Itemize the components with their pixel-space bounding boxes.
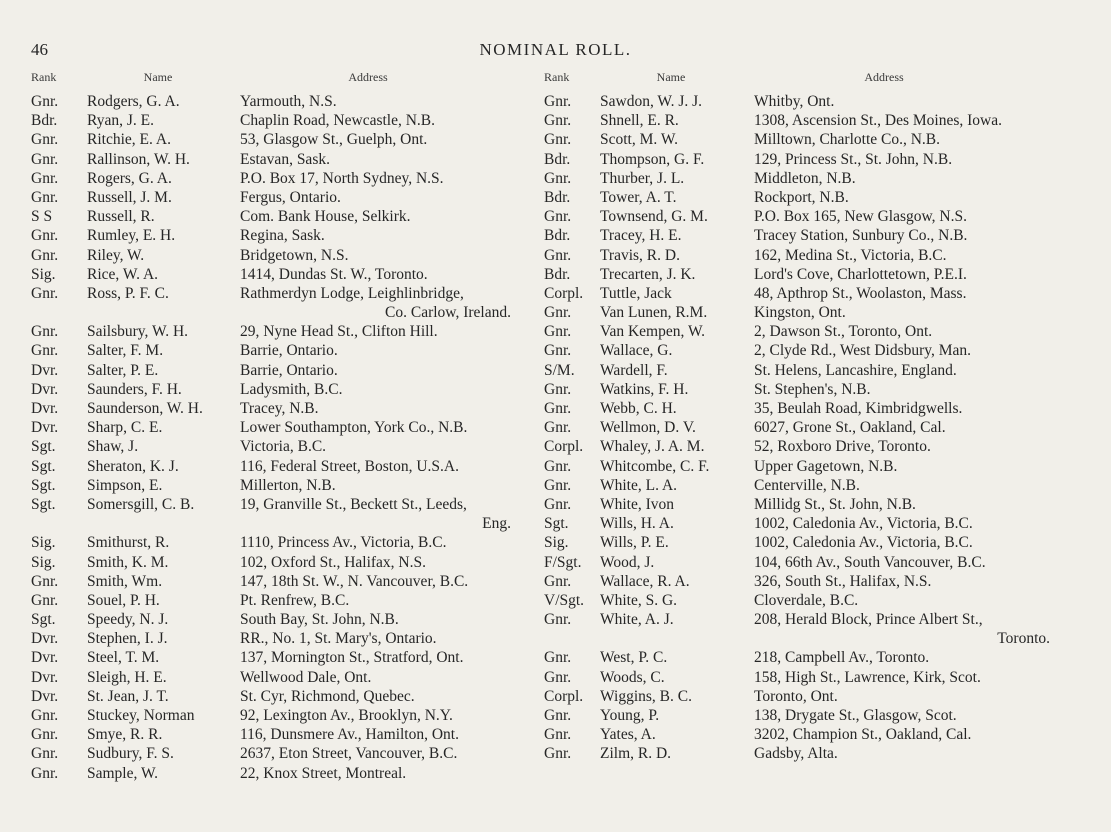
right-name-cell: Yates, A. [600, 726, 656, 744]
roll-row [0, 495, 1111, 514]
right-address-cell: Millidg St., St. John, N.B. [754, 495, 916, 513]
left-address-cell: Com. Bank House, Selkirk. [240, 208, 411, 226]
left-name-cell: Riley, W. [87, 246, 145, 264]
left-address-cell: 116, Dunsmere Av., Hamilton, Ont. [240, 726, 459, 744]
roll-row [0, 764, 1111, 783]
roll-row [0, 437, 1111, 456]
right-address-cell: Gadsby, Alta. [754, 745, 838, 763]
left-rank-cell: Gnr. [31, 188, 59, 206]
left-name-cell: Saunderson, W. H. [87, 400, 203, 417]
left-rank-cell: Sgt. [31, 611, 56, 629]
left-address-cell: St. Cyr, Richmond, Quebec. [240, 687, 415, 705]
right-rank-cell: S/M. [544, 361, 575, 379]
left-rank-cell: Gnr. [31, 284, 59, 302]
left-address-cell: Rathmerdyn Lodge, Leighlinbridge, [240, 284, 464, 302]
right-rank-cell: Gnr. [544, 611, 572, 629]
right-address-cell: 162, Medina St., Victoria, B.C. [754, 246, 947, 264]
right-name-cell: Watkins, F. H. [600, 380, 689, 398]
roll-row [0, 207, 1111, 226]
roll-row [0, 668, 1111, 687]
left-address-cell: 19, Granville St., Beckett St., Leeds, [240, 495, 467, 513]
right-address-continuation: Toronto. [997, 630, 1050, 648]
left-rank-cell: Gnr. [31, 131, 59, 149]
right-address-cell: Tracey Station, Sunbury Co., N.B. [754, 227, 968, 245]
right-address-cell: 1002, Caledonia Av., Victoria, B.C. [754, 515, 973, 533]
right-name-cell: Thurber, J. L. [600, 169, 685, 187]
left-name-cell: Russell, R. [87, 208, 155, 226]
right-address-cell: 104, 66th Av., South Vancouver, B.C. [754, 553, 986, 571]
right-rank-cell: Gnr. [544, 304, 572, 322]
left-name-cell: Sudbury, F. S. [87, 745, 174, 763]
left-name-cell: Speedy, N. J. [87, 611, 169, 629]
left-name-cell: Rice, W. A. [87, 265, 159, 283]
roll-row [0, 226, 1111, 245]
right-address-cell: St. Stephen's, N.B. [754, 380, 871, 398]
right-rank-cell: Gnr. [544, 323, 572, 341]
left-rank-header: Rank [31, 70, 57, 84]
left-address-cell: Barrie, Ontario. [240, 361, 338, 379]
right-name-cell: White, S. G. [600, 591, 678, 609]
left-address-cell: Pt. Renfrew, B.C. [240, 591, 350, 609]
right-rank-cell: Gnr. [544, 476, 572, 494]
right-address-cell: Whitby, Ont. [754, 93, 835, 110]
left-rank-cell: Dvr. [31, 419, 59, 437]
right-address-cell: 1002, Caledonia Av., Victoria, B.C. [754, 534, 973, 552]
left-name-cell: Sample, W. [87, 764, 159, 782]
left-name-cell: Rumley, E. H. [87, 227, 176, 245]
left-rank-cell: Dvr. [31, 687, 59, 705]
roll-row [0, 725, 1111, 744]
right-address-cell: Lord's Cove, Charlottetown, P.E.I. [754, 265, 967, 283]
right-address-cell: 35, Beulah Road, Kimbridgwells. [754, 400, 963, 417]
left-address-cell: 102, Oxford St., Halifax, N.S. [240, 553, 426, 571]
right-name-cell: Travis, R. D. [600, 246, 680, 264]
left-rank-cell: Dvr. [31, 361, 59, 379]
left-name-cell: Sharp, C. E. [87, 419, 163, 437]
roll-row [0, 188, 1111, 207]
left-name-cell: Stuckey, Norman [87, 707, 195, 724]
right-address-cell: 2, Dawson St., Toronto, Ont. [754, 323, 933, 341]
right-rank-cell: Bdr. [544, 150, 571, 168]
left-name-cell: Stephen, I. J. [87, 630, 168, 648]
right-address-cell: P.O. Box 165, New Glasgow, N.S. [754, 208, 967, 226]
right-address-cell: 158, High St., Lawrence, Kirk, Scot. [754, 668, 981, 686]
left-name-cell: Ritchie, E. A. [87, 131, 171, 149]
right-name-cell: Wiggins, B. C. [600, 687, 692, 705]
right-name-cell: Wills, H. A. [600, 515, 674, 533]
right-name-cell: Van Kempen, W. [600, 323, 706, 341]
left-rank-cell: Gnr. [31, 726, 59, 744]
right-rank-cell: Sgt. [544, 515, 569, 533]
right-rank-cell: Gnr. [544, 457, 572, 475]
roll-row [0, 591, 1111, 610]
roll-row [0, 130, 1111, 149]
roll-row [0, 572, 1111, 591]
right-address-cell: Milltown, Charlotte Co., N.B. [754, 131, 940, 149]
right-address-cell: 138, Drygate St., Glasgow, Scot. [754, 707, 957, 724]
right-name-cell: Wood, J. [600, 553, 655, 571]
right-rank-cell: F/Sgt. [544, 553, 582, 571]
right-address-cell: Rockport, N.B. [754, 188, 849, 206]
right-rank-cell: Gnr. [544, 419, 572, 437]
right-rank-cell: Gnr. [544, 726, 572, 744]
left-rank-cell: Dvr. [31, 630, 59, 648]
left-rank-cell: Sgt. [31, 495, 56, 513]
left-rank-cell: Gnr. [31, 572, 59, 590]
roll-row [0, 265, 1111, 284]
right-rank-cell: Bdr. [544, 227, 571, 245]
left-address-cell: 22, Knox Street, Montreal. [240, 764, 407, 782]
right-name-cell: Wallace, G. [600, 342, 673, 360]
left-address-header: Address [348, 70, 388, 84]
right-address-cell: Kingston, Ont. [754, 304, 846, 322]
roll-row [0, 380, 1111, 399]
left-name-header: Name [143, 70, 173, 84]
right-rank-cell: Gnr. [544, 246, 572, 264]
roll-row [0, 514, 1111, 533]
left-address-cell: Tracey, N.B. [240, 400, 319, 417]
roll-row [0, 610, 1111, 629]
right-name-cell: Thompson, G. F. [600, 150, 705, 168]
right-name-cell: Webb, C. H. [600, 400, 677, 417]
right-name-cell: Young, P. [600, 707, 660, 724]
left-address-cell: Victoria, B.C. [240, 438, 327, 456]
left-address-cell: 1110, Princess Av., Victoria, B.C. [240, 534, 447, 552]
roll-row [0, 246, 1111, 265]
left-address-continuation: Eng. [482, 515, 511, 533]
left-rank-cell: Sig. [31, 265, 56, 283]
left-rank-cell: Gnr. [31, 707, 59, 724]
left-rank-cell: Gnr. [31, 93, 59, 110]
right-address-cell: 326, South St., Halifax, N.S. [754, 572, 932, 590]
left-rank-cell: Gnr. [31, 591, 59, 609]
roll-row [0, 111, 1111, 130]
right-rank-cell: Gnr. [544, 112, 572, 130]
left-address-cell: Estavan, Sask. [240, 150, 330, 168]
left-name-cell: Shaw, J. [87, 438, 139, 456]
right-name-cell: Townsend, G. M. [600, 208, 708, 226]
left-address-cell: RR., No. 1, St. Mary's, Ontario. [240, 630, 437, 648]
roll-row [0, 629, 1111, 648]
roll-row [0, 303, 1111, 322]
right-rank-cell: Gnr. [544, 495, 572, 513]
right-address-cell: 48, Apthrop St., Woolaston, Mass. [754, 284, 967, 302]
left-rank-cell: Bdr. [31, 112, 58, 130]
left-address-cell: Chaplin Road, Newcastle, N.B. [240, 112, 436, 130]
right-name-cell: Wills, P. E. [600, 534, 669, 552]
right-rank-cell: Gnr. [544, 668, 572, 686]
right-address-cell: 1308, Ascension St., Des Moines, Iowa. [754, 112, 1002, 130]
right-name-cell: Whitcombe, C. F. [600, 457, 710, 475]
roll-row [0, 322, 1111, 341]
left-address-cell: Millerton, N.B. [240, 476, 336, 494]
left-address-cell: Barrie, Ontario. [240, 342, 338, 360]
roll-row [0, 476, 1111, 495]
right-name-cell: Tower, A. T. [600, 188, 677, 206]
left-address-cell: South Bay, St. John, N.B. [240, 611, 399, 629]
right-name-cell: White, A. J. [600, 611, 674, 629]
left-rank-cell: Dvr. [31, 400, 59, 417]
left-name-cell: Smithurst, R. [87, 534, 170, 552]
left-rank-cell: Gnr. [31, 246, 59, 264]
left-address-cell: Yarmouth, N.S. [240, 93, 337, 110]
left-name-cell: Sheraton, K. J. [87, 457, 179, 475]
left-address-cell: Lower Southampton, York Co., N.B. [240, 419, 468, 437]
right-rank-cell: Gnr. [544, 400, 572, 417]
right-rank-cell: Gnr. [544, 342, 572, 360]
left-address-cell: Regina, Sask. [240, 227, 325, 245]
left-name-cell: Steel, T. M. [87, 649, 160, 667]
left-rank-cell: Sig. [31, 534, 56, 552]
right-name-cell: Wardell, F. [600, 361, 668, 379]
right-rank-cell: Bdr. [544, 265, 571, 283]
left-address-cell: 116, Federal Street, Boston, U.S.A. [240, 457, 459, 475]
left-address-cell: 53, Glasgow St., Guelph, Ont. [240, 131, 428, 149]
left-name-cell: Smith, K. M. [87, 553, 169, 571]
left-rank-cell: Gnr. [31, 745, 59, 763]
right-address-cell: 208, Herald Block, Prince Albert St., [754, 611, 983, 629]
right-name-cell: Tracey, H. E. [600, 227, 682, 245]
left-name-cell: Sailsbury, W. H. [87, 323, 189, 341]
roll-row [0, 744, 1111, 763]
roll-row [0, 706, 1111, 725]
roll-row [0, 169, 1111, 188]
roll-row [0, 361, 1111, 380]
right-name-cell: Whaley, J. A. M. [600, 438, 705, 456]
left-rank-cell: Dvr. [31, 649, 59, 667]
roll-row [0, 687, 1111, 706]
left-name-cell: Sleigh, H. E. [87, 668, 167, 686]
left-name-cell: Smye, R. R. [87, 726, 163, 744]
right-name-cell: Zilm, R. D. [600, 745, 672, 763]
left-name-cell: Ross, P. F. C. [87, 284, 169, 302]
left-address-continuation: Co. Carlow, Ireland. [385, 304, 511, 322]
left-rank-cell: Gnr. [31, 342, 59, 360]
left-name-cell: Ryan, J. E. [87, 112, 154, 130]
right-address-cell: Toronto, Ont. [754, 687, 838, 705]
left-rank-cell: Sgt. [31, 457, 56, 475]
right-rank-cell: Corpl. [544, 687, 584, 705]
right-address-cell: 2, Clyde Rd., West Didsbury, Man. [754, 342, 972, 360]
left-name-cell: Somersgill, C. B. [87, 495, 195, 513]
left-address-cell: 2637, Eton Street, Vancouver, B.C. [240, 745, 458, 763]
right-name-cell: White, Ivon [600, 495, 675, 513]
roll-row [0, 418, 1111, 437]
right-address-cell: St. Helens, Lancashire, England. [754, 361, 957, 379]
right-rank-cell: Gnr. [544, 572, 572, 590]
left-address-cell: P.O. Box 17, North Sydney, N.S. [240, 169, 444, 187]
left-name-cell: Rallinson, W. H. [87, 150, 190, 168]
right-name-cell: Tuttle, Jack [600, 284, 672, 302]
right-rank-cell: Gnr. [544, 93, 572, 110]
roll-row [0, 150, 1111, 169]
roll-row [0, 457, 1111, 476]
roll-row [0, 533, 1111, 552]
right-rank-cell: Gnr. [544, 208, 572, 226]
right-address-cell: 6027, Grone St., Oakland, Cal. [754, 419, 946, 437]
right-rank-cell: Gnr. [544, 380, 572, 398]
left-address-cell: 29, Nyne Head St., Clifton Hill. [240, 323, 438, 341]
roll-row [0, 284, 1111, 303]
right-address-cell: 218, Campbell Av., Toronto. [754, 649, 930, 667]
left-rank-cell: Sgt. [31, 438, 56, 456]
left-address-cell: Wellwood Dale, Ont. [240, 668, 372, 686]
left-name-cell: Simpson, E. [87, 476, 163, 494]
right-rank-cell: Corpl. [544, 438, 584, 456]
left-name-cell: Salter, F. M. [87, 342, 164, 360]
left-name-cell: Russell, J. M. [87, 188, 172, 206]
roll-row [0, 341, 1111, 360]
right-address-cell: 129, Princess St., St. John, N.B. [754, 150, 953, 168]
right-rank-cell: V/Sgt. [544, 591, 585, 609]
right-name-cell: Wellmon, D. V. [600, 419, 696, 437]
left-name-cell: Smith, Wm. [87, 572, 163, 590]
left-name-cell: St. Jean, J. T. [87, 687, 169, 705]
page-title: NOMINAL ROLL. [479, 40, 632, 59]
right-rank-cell: Sig. [544, 534, 569, 552]
roll-rows [0, 92, 1111, 783]
left-rank-cell: Gnr. [31, 323, 59, 341]
right-rank-cell: Gnr. [544, 131, 572, 149]
right-name-cell: Trecarten, J. K. [600, 265, 696, 283]
page-number: 46 [31, 40, 48, 59]
right-address-cell: 52, Roxboro Drive, Toronto. [754, 438, 931, 456]
right-name-cell: Woods, C. [600, 668, 665, 686]
right-name-cell: Wallace, R. A. [600, 572, 690, 590]
roll-row [0, 553, 1111, 572]
right-address-header: Address [864, 70, 904, 84]
right-name-cell: Scott, M. W. [600, 131, 678, 149]
roll-row [0, 92, 1111, 111]
right-address-cell: Middleton, N.B. [754, 169, 856, 187]
left-name-cell: Salter, P. E. [87, 361, 159, 379]
right-name-header: Name [656, 70, 686, 84]
right-rank-cell: Gnr. [544, 707, 572, 724]
roll-row [0, 648, 1111, 667]
right-rank-cell: Gnr. [544, 169, 572, 187]
right-name-cell: West, P. C. [600, 649, 668, 667]
right-address-cell: 3202, Champion St., Oakland, Cal. [754, 726, 972, 744]
left-address-cell: 147, 18th St. W., N. Vancouver, B.C. [240, 572, 469, 590]
left-address-cell: Fergus, Ontario. [240, 188, 341, 206]
roll-row [0, 399, 1111, 418]
right-address-cell: Upper Gagetown, N.B. [754, 457, 898, 475]
right-rank-header: Rank [544, 70, 570, 84]
left-rank-cell: S S [31, 208, 53, 226]
left-rank-cell: Dvr. [31, 380, 59, 398]
right-rank-cell: Gnr. [544, 649, 572, 667]
left-address-cell: 1414, Dundas St. W., Toronto. [240, 265, 428, 283]
left-name-cell: Rodgers, G. A. [87, 93, 180, 110]
left-name-cell: Souel, P. H. [87, 591, 160, 609]
left-rank-cell: Dvr. [31, 668, 59, 686]
left-address-cell: Ladysmith, B.C. [240, 380, 343, 398]
right-name-cell: Shnell, E. R. [600, 112, 679, 130]
left-address-cell: 92, Lexington Av., Brooklyn, N.Y. [240, 707, 453, 724]
right-name-cell: Sawdon, W. J. J. [600, 93, 703, 110]
left-rank-cell: Gnr. [31, 169, 59, 187]
right-rank-cell: Gnr. [544, 745, 572, 763]
left-address-cell: Bridgetown, N.S. [240, 246, 349, 264]
left-rank-cell: Gnr. [31, 764, 59, 782]
left-rank-cell: Sig. [31, 553, 56, 571]
right-rank-cell: Corpl. [544, 284, 584, 302]
left-name-cell: Saunders, F. H. [87, 380, 182, 398]
right-name-cell: Van Lunen, R.M. [600, 304, 708, 322]
right-address-cell: Cloverdale, B.C. [754, 591, 859, 609]
left-name-cell: Rogers, G. A. [87, 169, 172, 187]
right-name-cell: White, L. A. [600, 476, 678, 494]
right-rank-cell: Bdr. [544, 188, 571, 206]
left-rank-cell: Gnr. [31, 150, 59, 168]
right-address-cell: Centerville, N.B. [754, 476, 860, 494]
left-rank-cell: Sgt. [31, 476, 56, 494]
left-rank-cell: Gnr. [31, 227, 59, 245]
left-address-cell: 137, Mornington St., Stratford, Ont. [240, 649, 464, 667]
